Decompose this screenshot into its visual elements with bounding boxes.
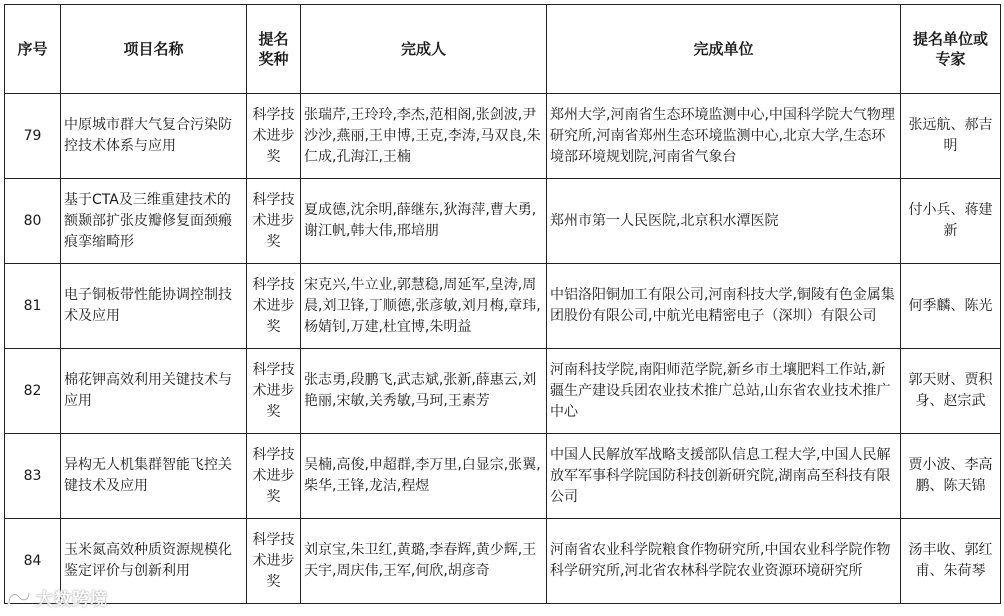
cell-nominator: 贾小波、李高鹏、陈天锦: [901, 434, 1001, 519]
watermark-text: 大数跨境: [36, 590, 108, 610]
cell-project: 基于CTA及三维重建技术的额颞部扩张皮瓣修复面颈瘢痕挛缩畸形: [61, 179, 247, 264]
cell-award: 科学技术进步奖: [247, 349, 301, 434]
cell-project: 棉花钾高效利用关键技术与应用: [61, 349, 247, 434]
cell-nominator: 张远航、郝吉明: [901, 94, 1001, 179]
header-nominator: 提名单位或专家: [901, 5, 1001, 94]
table-row: [5, 434, 1001, 519]
cell-people: 张志勇,段鹏飞,武志斌,张新,薛惠云,刘艳丽,宋敏,关秀敏,马珂,王素芳: [301, 349, 547, 434]
cell-units: 河南省农业科学院粮食作物研究所,中国农业科学院作物科学研究所,河北省农林科学院农业资源环境研究所: [547, 519, 901, 604]
cell-people: 张瑞芹,王玲玲,李杰,范相阁,张剑波,尹沙沙,燕丽,王申博,王克,李涛,马双良,朱仁成,孔海江,王楠: [301, 94, 547, 179]
cell-nominator: 何季麟、陈光: [901, 264, 1001, 349]
cell-no: 79: [5, 94, 61, 179]
cell-people: 宋克兴,牛立业,郭慧稳,周延军,皇涛,周晨,刘卫锋,丁顺德,张彦敏,刘月梅,章玮,杨婧钊,万建,杜宜博,朱明益: [301, 264, 547, 349]
watermark: [6, 585, 108, 610]
header-units: 完成单位: [547, 5, 901, 94]
header-no: 序号: [5, 5, 61, 94]
cell-nominator: 郭天财、贾积身、赵宗武: [901, 349, 1001, 434]
dashuju-logo-icon: [6, 589, 32, 607]
header-award: 提名奖种: [247, 5, 301, 94]
cell-award: 科学技术进步奖: [247, 94, 301, 179]
cell-no: 81: [5, 264, 61, 349]
cell-award: 科学技术进步奖: [247, 519, 301, 604]
header-project: 项目名称: [61, 5, 247, 94]
cell-award: 科学技术进步奖: [247, 434, 301, 519]
cell-people: 吴楠,高俊,申超群,李万里,白显宗,张翼,柴华,王锋,龙洁,程煜: [301, 434, 547, 519]
cell-nominator: 付小兵、蒋建新: [901, 179, 1001, 264]
table-row: [5, 94, 1001, 179]
cell-no: 83: [5, 434, 61, 519]
award-table: [4, 4, 1001, 604]
cell-project: 电子铜板带性能协调控制技术及应用: [61, 264, 247, 349]
table-row: [5, 264, 1001, 349]
cell-project: 中原城市群大气复合污染防控技术体系与应用: [61, 94, 247, 179]
cell-award: 科学技术进步奖: [247, 264, 301, 349]
cell-project: 异构无人机集群智能飞控关键技术及应用: [61, 434, 247, 519]
cell-units: 郑州大学,河南省生态环境监测中心,中国科学院大气物理研究所,河南省郑州生态环境监测中心,北京大学,生态环境部环境规划院,河南省气象台: [547, 94, 901, 179]
cell-no: 84: [5, 519, 61, 604]
cell-units: 河南科技学院,南阳师范学院,新乡市土壤肥料工作站,新疆生产建设兵团农业技术推广总站,山东省农业技术推广中心: [547, 349, 901, 434]
cell-units: 郑州市第一人民医院,北京积水潭医院: [547, 179, 901, 264]
table-row: [5, 179, 1001, 264]
cell-people: 夏成德,沈余明,薛继东,狄海萍,曹大勇,谢江帆,韩大伟,邢培朋: [301, 179, 547, 264]
cell-no: 82: [5, 349, 61, 434]
cell-no: 80: [5, 179, 61, 264]
cell-units: 中铝洛阳铜加工有限公司,河南科技大学,铜陵有色金属集团股份有限公司,中航光电精密电子（深圳）有限公司: [547, 264, 901, 349]
cell-nominator: 汤丰收、郭红甫、朱荷琴: [901, 519, 1001, 604]
cell-award: 科学技术进步奖: [247, 179, 301, 264]
header-people: 完成人: [301, 5, 547, 94]
table-row: [5, 349, 1001, 434]
header-row: [5, 5, 1001, 94]
cell-units: 中国人民解放军战略支援部队信息工程大学,中国人民解放军军事科学院国防科技创新研究院,湖南高至科技有限公司: [547, 434, 901, 519]
table-row: [5, 519, 1001, 604]
cell-project: 玉米氮高效种质资源规模化鉴定评价与创新利用: [61, 519, 247, 604]
cell-people: 刘京宝,朱卫红,黄璐,李春辉,黄少辉,王天宇,周庆伟,王军,何欣,胡彦奇: [301, 519, 547, 604]
